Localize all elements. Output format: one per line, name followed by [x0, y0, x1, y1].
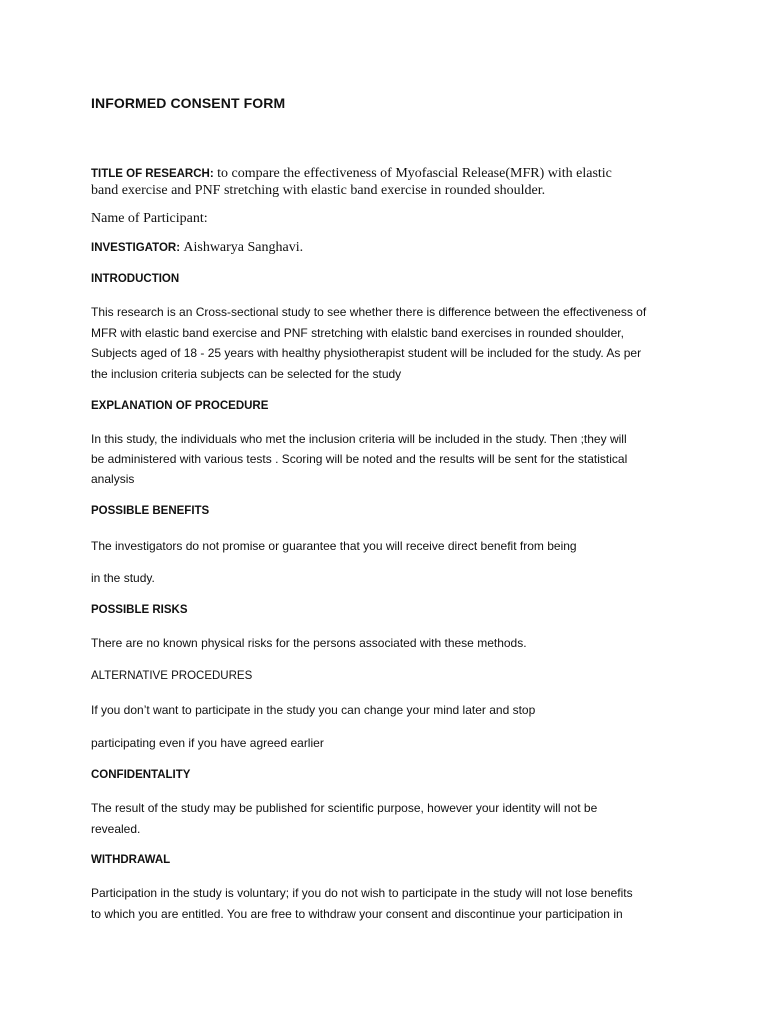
introduction-line: Subjects aged of 18 - 25 years with healthy physiotherapist student will be included for the study. As per — [91, 346, 642, 360]
procedure-line: analysis — [91, 472, 135, 486]
introduction-line: This research is an Cross-sectional study to see whether there is difference between the effectiveness of — [91, 305, 647, 319]
research-title-line-1 — [91, 166, 612, 182]
section-heading-confidentiality: CONFIDENTALITY — [91, 769, 191, 781]
confidentiality-line: revealed. — [91, 822, 141, 836]
section-heading-withdrawal: WITHDRAWAL — [91, 854, 171, 866]
confidentiality-line: The result of the study may be published for scientific purpose, however your identity will not be — [91, 801, 598, 815]
investigator-line — [91, 240, 303, 256]
benefits-line: The investigators do not promise or guarantee that you will receive direct benefit from being — [91, 539, 577, 553]
alternatives-line: If you don’t want to participate in the study you can change your mind later and stop — [91, 703, 536, 717]
research-title-label: TITLE OF RESEARCH: — [91, 168, 214, 180]
alternatives-line: participating even if you have agreed earlier — [91, 736, 324, 750]
procedure-line: In this study, the individuals who met the inclusion criteria will be included in the study. Then ;they will — [91, 432, 627, 446]
section-heading-risks: POSSIBLE RISKS — [91, 604, 188, 616]
benefits-line: in the study. — [91, 571, 155, 585]
section-heading-alternatives: ALTERNATIVE PROCEDURES — [91, 670, 253, 682]
risks-line: There are no known physical risks for the persons associated with these methods. — [91, 636, 527, 650]
research-title-text-1: to compare the effectiveness of Myofascial Release(MFR) with elastic — [213, 166, 612, 181]
investigator-label: INVESTIGATOR: — [91, 242, 181, 254]
section-heading-benefits: POSSIBLE BENEFITS — [91, 505, 210, 517]
research-title-line-2: band exercise and PNF stretching with elastic band exercise in rounded shoulder. — [91, 183, 546, 198]
section-heading-introduction: INTRODUCTION — [91, 273, 180, 285]
introduction-line: the inclusion criteria subjects can be selected for the study — [91, 367, 402, 381]
section-heading-procedure: EXPLANATION OF PROCEDURE — [91, 400, 269, 412]
introduction-line: MFR with elastic band exercise and PNF stretching with elalstic band exercises in rounded shoulder, — [91, 326, 624, 340]
procedure-line: be administered with various tests . Scoring will be noted and the results will be sent for the statistical — [91, 452, 628, 466]
withdrawal-line: Participation in the study is voluntary; if you do not wish to participate in the study will not lose benefits — [91, 886, 633, 900]
document-title: INFORMED CONSENT FORM — [91, 95, 286, 111]
withdrawal-line: to which you are entitled. You are free to withdraw your consent and discontinue your participation in — [91, 907, 623, 921]
participant-name-label: Name of Participant: — [91, 211, 208, 226]
investigator-name: Aishwarya Sanghavi. — [183, 240, 304, 255]
